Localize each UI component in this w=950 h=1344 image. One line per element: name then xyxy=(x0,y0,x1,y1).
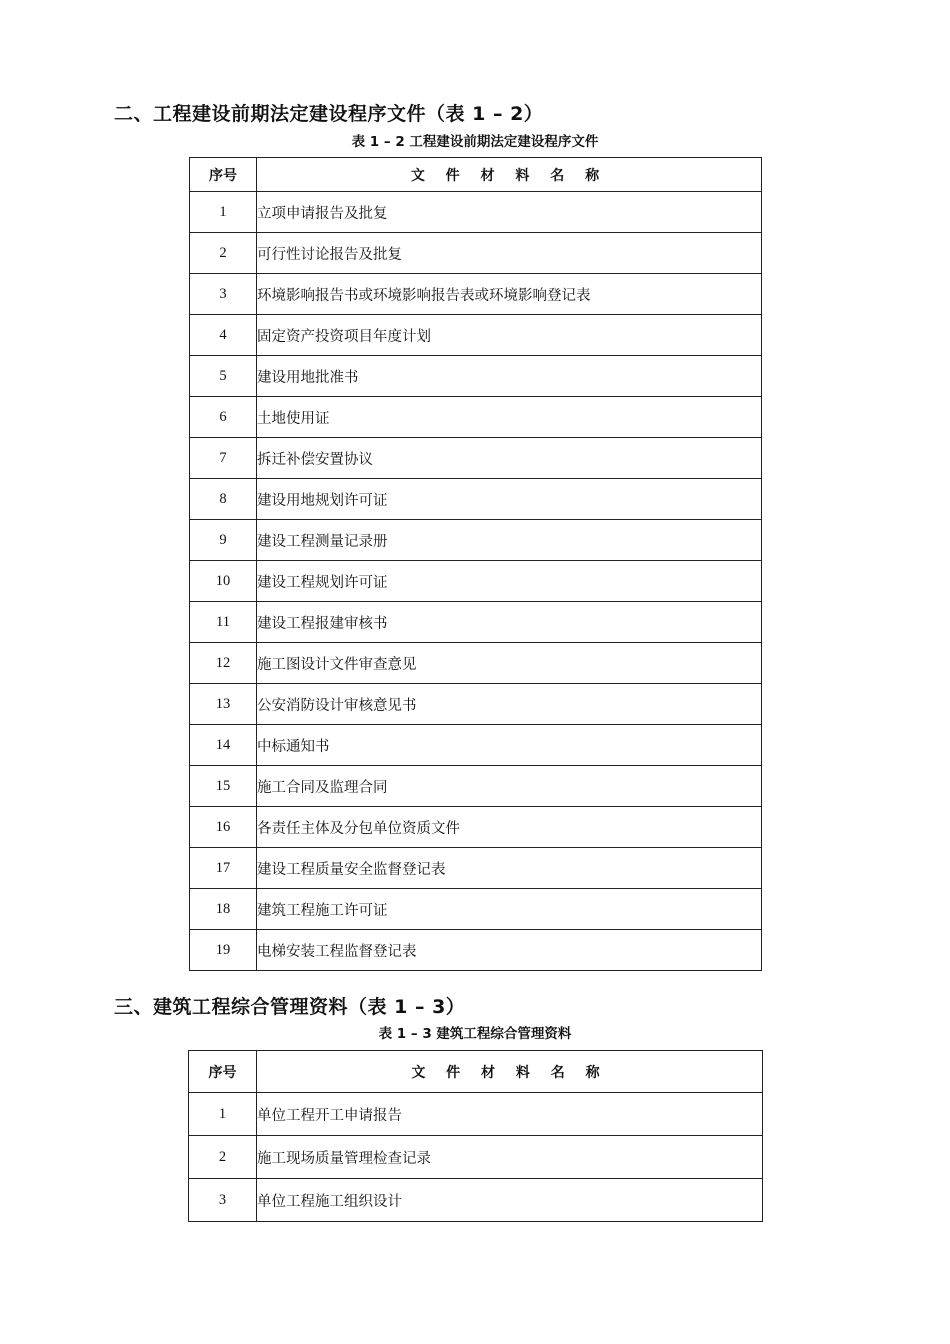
table-row xyxy=(189,1093,763,1136)
row-seq-cell: 10 xyxy=(190,561,257,602)
table-1-2-body xyxy=(190,192,762,971)
row-name-cell: 建设工程测量记录册 xyxy=(257,520,762,561)
row-seq-cell: 1 xyxy=(190,192,257,233)
row-seq-cell: 18 xyxy=(190,889,257,930)
row-name-cell: 固定资产投资项目年度计划 xyxy=(257,315,762,356)
table-row xyxy=(190,397,762,438)
table-row xyxy=(190,561,762,602)
table-row xyxy=(190,602,762,643)
row-name-cell: 建设工程报建审核书 xyxy=(257,602,762,643)
table-1-2 xyxy=(189,157,762,971)
row-name-cell: 施工合同及监理合同 xyxy=(257,766,762,807)
row-name-cell: 施工图设计文件审查意见 xyxy=(257,643,762,684)
row-name-cell: 拆迁补偿安置协议 xyxy=(257,438,762,479)
section-3-heading: 三、建筑工程综合管理资料（表 1 – 3） xyxy=(114,996,466,1018)
table-row xyxy=(190,356,762,397)
row-seq-cell: 13 xyxy=(190,684,257,725)
row-seq-cell: 1 xyxy=(189,1093,257,1136)
row-name-cell: 建设用地规划许可证 xyxy=(257,479,762,520)
row-name-cell: 公安消防设计审核意见书 xyxy=(257,684,762,725)
row-seq-cell: 8 xyxy=(190,479,257,520)
row-seq-cell: 11 xyxy=(190,602,257,643)
name-column-header: 文 件 材 料 名 称 xyxy=(257,158,762,192)
table-row xyxy=(190,766,762,807)
seq-column-header: 序号 xyxy=(189,1051,257,1093)
table-row xyxy=(190,725,762,766)
table-row xyxy=(190,233,762,274)
section-2-heading: 二、工程建设前期法定建设程序文件（表 1 – 2） xyxy=(114,103,544,125)
table-row xyxy=(190,889,762,930)
table-1-3 xyxy=(188,1050,763,1222)
row-name-cell: 施工现场质量管理检查记录 xyxy=(257,1136,763,1179)
row-name-cell: 可行性讨论报告及批复 xyxy=(257,233,762,274)
row-seq-cell: 16 xyxy=(190,807,257,848)
table-row xyxy=(190,315,762,356)
row-name-cell: 中标通知书 xyxy=(257,725,762,766)
table-1-2-caption: 表 1 – 2 工程建设前期法定建设程序文件 xyxy=(351,134,599,150)
table-row xyxy=(189,1179,763,1222)
table-row xyxy=(190,930,762,971)
table-row xyxy=(190,643,762,684)
table-row xyxy=(190,684,762,725)
row-seq-cell: 12 xyxy=(190,643,257,684)
row-seq-cell: 9 xyxy=(190,520,257,561)
table-1-3-caption: 表 1 – 3 建筑工程综合管理资料 xyxy=(378,1026,572,1042)
row-seq-cell: 3 xyxy=(189,1179,257,1222)
table-row xyxy=(189,1136,763,1179)
table-header-row xyxy=(189,1051,763,1093)
row-seq-cell: 2 xyxy=(189,1136,257,1179)
row-seq-cell: 4 xyxy=(190,315,257,356)
seq-column-header: 序号 xyxy=(190,158,257,192)
row-name-cell: 单位工程开工申请报告 xyxy=(257,1093,763,1136)
row-seq-cell: 14 xyxy=(190,725,257,766)
row-seq-cell: 6 xyxy=(190,397,257,438)
row-name-cell: 土地使用证 xyxy=(257,397,762,438)
row-seq-cell: 7 xyxy=(190,438,257,479)
table-row xyxy=(190,479,762,520)
table-header-row xyxy=(190,158,762,192)
row-seq-cell: 3 xyxy=(190,274,257,315)
row-name-cell: 立项申请报告及批复 xyxy=(257,192,762,233)
row-seq-cell: 2 xyxy=(190,233,257,274)
row-name-cell: 建筑工程施工许可证 xyxy=(257,889,762,930)
row-seq-cell: 5 xyxy=(190,356,257,397)
row-name-cell: 环境影响报告书或环境影响报告表或环境影响登记表 xyxy=(257,274,762,315)
table-row xyxy=(190,438,762,479)
table-row xyxy=(190,192,762,233)
row-seq-cell: 17 xyxy=(190,848,257,889)
table-row xyxy=(190,848,762,889)
row-name-cell: 建设工程规划许可证 xyxy=(257,561,762,602)
row-seq-cell: 15 xyxy=(190,766,257,807)
table-1-3-body xyxy=(189,1093,763,1222)
table-row xyxy=(190,274,762,315)
row-name-cell: 电梯安装工程监督登记表 xyxy=(257,930,762,971)
row-name-cell: 单位工程施工组织设计 xyxy=(257,1179,763,1222)
row-name-cell: 建设工程质量安全监督登记表 xyxy=(257,848,762,889)
row-name-cell: 建设用地批准书 xyxy=(257,356,762,397)
table-row xyxy=(190,807,762,848)
row-name-cell: 各责任主体及分包单位资质文件 xyxy=(257,807,762,848)
table-row xyxy=(190,520,762,561)
name-column-header: 文 件 材 料 名 称 xyxy=(257,1051,763,1093)
row-seq-cell: 19 xyxy=(190,930,257,971)
